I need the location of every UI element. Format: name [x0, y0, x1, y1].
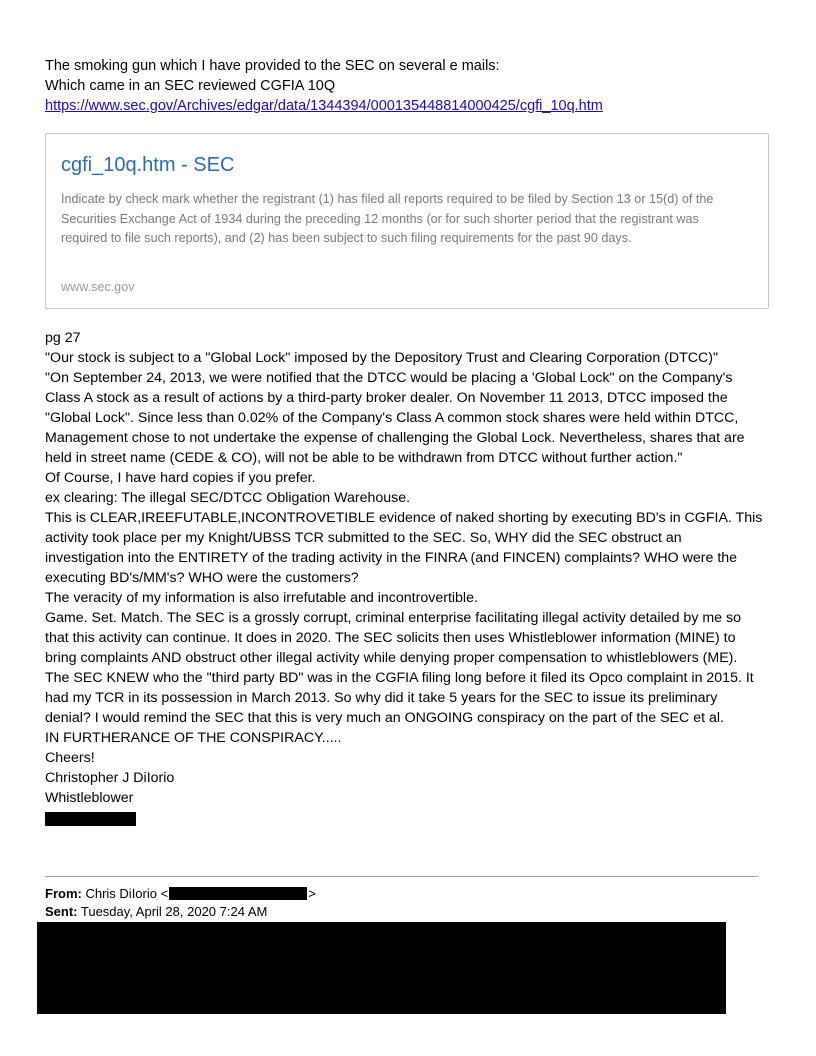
body-line: investigation into the ENTIRETY of the trading activity in the FINRA (and FINCEN) complaints? WHO were the: [45, 550, 738, 566]
body-line: The SEC KNEW who the "third party BD" was in the CGFIA filing long before it filed its Opco complaint in 2015. It: [45, 670, 754, 686]
body-line: pg 27: [45, 330, 81, 346]
sent-label: Sent:: [45, 904, 78, 919]
sec-filing-link[interactable]: https://www.sec.gov/Archives/edgar/data/1344394/000135448814000425/cgfi_10q.htm: [45, 98, 603, 114]
signature-greeting: Cheers!: [45, 750, 95, 766]
link-preview-description: Indicate by check mark whether the registrant (1) has filed all reports required to be filed by Section 13 or 15(d) of the Securities Exchange Act of 1934 during the preceding 12 months (or for such shorter period that the registrant was required to file such reports), and (2) has been subject to such filing requirements for the past 90 days.: [61, 192, 714, 245]
body-line: "Our stock is subject to a "Global Lock" imposed by the Depository Trust and Clearing Corporation (DTCC)": [45, 350, 719, 366]
body-line: Of Course, I have hard copies if you prefer.: [45, 470, 316, 486]
redacted-email: [169, 887, 307, 900]
from-label: From:: [45, 886, 82, 901]
body-line: "On September 24, 2013, we were notified that the DTCC would be placing a 'Global Lock" on the Company's: [45, 370, 733, 386]
body-line: held in street name (CEDE & CO), will not be able to be withdrawn from DTCC without further action.": [45, 450, 683, 466]
link-preview-title[interactable]: cgfi_10q.htm - SEC: [61, 154, 235, 176]
signature-title: Whistleblower: [45, 790, 134, 806]
sent-header: [45, 904, 267, 920]
from-header: [45, 886, 316, 902]
body-line: The veracity of my information is also irrefutable and incontrovertible.: [45, 590, 478, 606]
email-body: [45, 328, 790, 808]
message-divider: [45, 876, 758, 877]
body-line: executing BD's/MM's? WHO were the customers?: [45, 570, 359, 586]
body-line: This is CLEAR,IREEFUTABLE,INCONTROVETIBLE evidence of naked shorting by executing BD's in CGFIA. This: [45, 510, 763, 526]
intro-line-2: Which came in an SEC reviewed CGFIA 10Q: [45, 78, 336, 94]
link-preview-domain: www.sec.gov: [61, 280, 135, 294]
link-preview-card[interactable]: [45, 133, 769, 309]
intro-line-1: The smoking gun which I have provided to the SEC on several e mails:: [45, 58, 500, 74]
body-line: IN FURTHERANCE OF THE CONSPIRACY.....: [45, 730, 342, 746]
body-line: had my TCR in its possession in March 2013. So why did it take 5 years for the SEC to issue its preliminary: [45, 690, 718, 706]
body-line: "Global Lock". Since less than 0.02% of the Company's Class A common stock shares were held within DTCC,: [45, 410, 739, 426]
body-line: denial? I would remind the SEC that this is very much an ONGOING conspiracy on the part of the SEC et al.: [45, 710, 724, 726]
body-line: Class A stock as a result of actions by a third-party broker dealer. On November 11 2013, DTCC imposed the: [45, 390, 728, 406]
body-line: activity took place per my Knight/UBSS TCR submitted to the SEC. So, WHY did the SEC obstruct an: [45, 530, 682, 546]
intro-section: [45, 56, 603, 116]
body-line: Game. Set. Match. The SEC is a grossly corrupt, criminal enterprise facilitating illegal activity detailed by me so: [45, 610, 741, 626]
body-line: that this activity can continue. It does in 2020. The SEC solicits then uses Whistleblower information (MINE) to: [45, 630, 736, 646]
sent-value: Tuesday, April 28, 2020 7:24 AM: [80, 904, 268, 919]
redaction-bar: [45, 812, 136, 826]
redaction-block: [37, 922, 726, 1014]
body-line: Management chose to not undertake the expense of challenging the Global Lock. Nevertheless, shares that are: [45, 430, 745, 446]
body-line: bring complaints AND obstruct other illegal activity while denying proper compensation to whistleblowers (ME).: [45, 650, 738, 666]
from-name: Chris DiIorio <: [85, 886, 169, 901]
from-close: >: [308, 886, 316, 901]
body-line: ex clearing: The illegal SEC/DTCC Obligation Warehouse.: [45, 490, 411, 506]
signature-name: Christopher J DiIorio: [45, 770, 175, 786]
